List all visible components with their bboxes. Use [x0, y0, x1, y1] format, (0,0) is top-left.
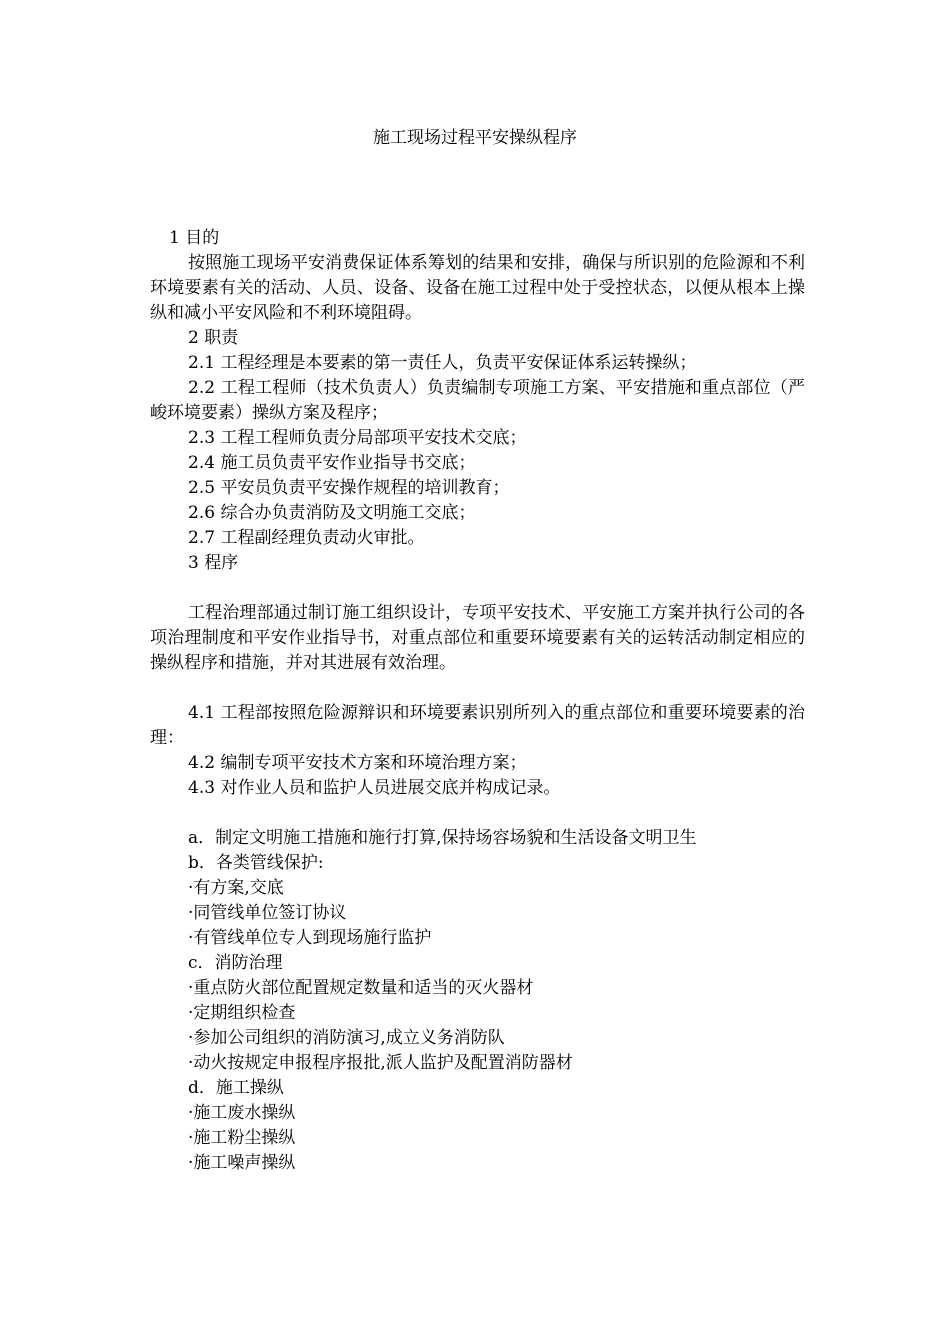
section-1-heading: 1 目的	[169, 228, 220, 248]
list-line: b．各类管线保护:	[188, 853, 324, 873]
list-line: ·重点防火部位配置规定数量和适当的灭火器材	[188, 978, 534, 998]
list-line: ·同管线单位签订协议	[188, 903, 347, 923]
section-2-item-4: 2.4 施工员负责平安作业指导书交底；	[188, 453, 476, 473]
section-2-item-1: 2.1 工程经理是本要素的第一责任人，负责平安保证体系运转操纵；	[188, 353, 697, 373]
section-2-item-3: 2.3 工程工程师负责分局部项平安技术交底；	[188, 428, 527, 448]
list-line: ·定期组织检查	[188, 1003, 296, 1023]
section-3-heading: 3 程序	[188, 553, 239, 573]
section-2-item-7: 2.7 工程副经理负责动火审批。	[188, 528, 425, 548]
list-line: a．制定文明施工措施和施行打算,保持场容场貌和生活设备文明卫生	[188, 828, 697, 848]
blank-line	[150, 801, 805, 826]
section-4-item-3: 4.3 对作业人员和监护人员进展交底并构成记录。	[188, 778, 561, 798]
list-line: ·有管线单位专人到现场施行监护	[188, 928, 432, 948]
list-line: ·施工粉尘操纵	[188, 1128, 296, 1148]
section-1-paragraph: 按照施工现场平安消费保证体系筹划的结果和安排，确保与所识别的危险源和不利环境要素有关的活动、人员、设备、设备在施工过程中处于受控状态，以便从根本上操纵和减小平安风险和不利环境阻碍。	[150, 253, 805, 323]
document-body	[150, 226, 805, 1176]
list-line: ·动火按规定申报程序报批,派人监护及配置消防器材	[188, 1053, 573, 1073]
section-3-paragraph: 工程治理部通过制订施工组织设计，专项平安技术、平安施工方案并执行公司的各项治理制度和平安作业指导书，对重点部位和重要环境要素有关的运转活动制定相应的操纵程序和措施，并对其进展有效治理。	[150, 603, 805, 673]
list-line: ·施工噪声操纵	[188, 1153, 296, 1173]
section-2-item-2: 2.2 工程工程师（技术负责人）负责编制专项施工方案、平安措施和重点部位（严峻环境要素）操纵方案及程序；	[150, 378, 805, 423]
list-line: ·参加公司组织的消防演习,成立义务消防队	[188, 1028, 505, 1048]
section-2-item-5: 2.5 平安员负责平安操作规程的培训教育；	[188, 478, 510, 498]
list-line: ·有方案,交底	[188, 878, 284, 898]
section-4-item-1: 4.1 工程部按照危险源辩识和环境要素识别所列入的重点部位和重要环境要素的治理：	[150, 703, 805, 748]
list-line: ·施工废水操纵	[188, 1103, 296, 1123]
document-title: 施工现场过程平安操纵程序	[373, 128, 577, 148]
section-4-item-2: 4.2 编制专项平安技术方案和环境治理方案；	[188, 753, 527, 773]
section-2-item-6: 2.6 综合办负责消防及文明施工交底；	[188, 503, 476, 523]
list-line: d．施工操纵	[188, 1078, 284, 1098]
blank-line	[150, 576, 805, 601]
section-2-heading: 2 职责	[188, 328, 239, 348]
blank-line	[150, 676, 805, 701]
list-line: c．消防治理	[188, 953, 283, 973]
